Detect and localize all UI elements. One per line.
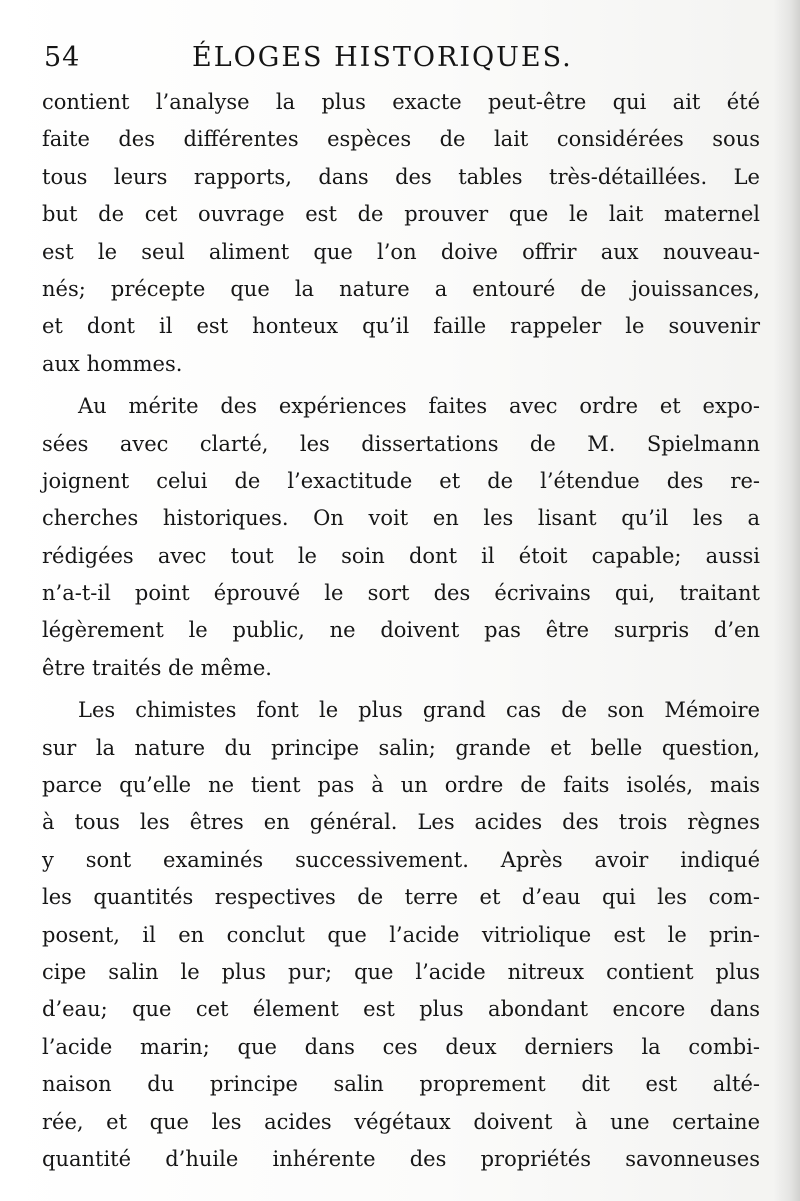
text-line: aux hommes. <box>42 351 183 376</box>
text-line: sées avec clarté, les dissertations de M. Spielmann <box>42 431 760 456</box>
text-line: n’a-t-il point éprouvé le sort des écrivains qui, traitant <box>42 581 760 606</box>
text-line: but de cet ouvrage est de prouver que le lait maternel <box>42 202 760 227</box>
page-header <box>42 42 762 82</box>
text-line: est le seul aliment que l’on doive offrir aux nouveau- <box>42 239 760 264</box>
body-text <box>42 84 760 1178</box>
text-line: contient l’analyse la plus exacte peut-être qui ait été <box>42 90 760 114</box>
text-line: y sont examinés successivement. Après avoir indiqué <box>42 847 760 872</box>
text-line: l’acide marin; que dans ces deux derniers la combi- <box>42 1034 760 1059</box>
text-line: cipe salin le plus pur; que l’acide nitreux contient plus <box>42 959 760 984</box>
spine-shadow <box>774 0 800 1201</box>
text-line: rédigées avec tout le soin dont il étoit capable; aussi <box>42 543 760 568</box>
text-line: Au mérite des expériences faites avec ordre et expo- <box>78 394 760 419</box>
text-line: nés; précepte que la nature a entouré de jouissances, <box>42 276 760 301</box>
text-line: cherches historiques. On voit en les lisant qu’il les a <box>42 506 760 531</box>
text-line: parce qu’elle ne tient pas à un ordre de faits isolés, mais <box>42 773 760 798</box>
text-line: Les chimistes font le plus grand cas de son Mémoire <box>78 698 760 723</box>
text-line: joignent celui de l’exactitude et de l’étendue des re- <box>42 468 760 493</box>
text-line: sur la nature du principe salin; grande et belle question, <box>42 735 760 760</box>
text-line: être traités de même. <box>42 655 272 680</box>
running-title: ÉLOGES HISTORIQUES. <box>192 42 573 73</box>
text-line: à tous les êtres en général. Les acides des trois règnes <box>42 810 760 835</box>
text-line: posent, il en conclut que l’acide vitriolique est le prin- <box>42 922 760 947</box>
text-line: tous leurs rapports, dans des tables très-détaillées. Le <box>42 164 760 189</box>
text-line: et dont il est honteux qu’il faille rappeler le souvenir <box>42 314 760 339</box>
text-line: naison du principe salin proprement dit est alté- <box>42 1072 760 1097</box>
text-line: légèrement le public, ne doivent pas être surpris d’en <box>42 618 760 643</box>
text-line: quantité d’huile inhérente des propriétés savonneuses <box>42 1146 760 1171</box>
page-number: 54 <box>44 42 81 73</box>
text-line: les quantités respectives de terre et d’eau qui les com- <box>42 885 760 910</box>
text-line: faite des différentes espèces de lait considérées sous <box>42 127 760 152</box>
text-line: rée, et que les acides végétaux doivent à une certaine <box>42 1109 760 1134</box>
text-line: d’eau; que cet élement est plus abondant encore dans <box>42 997 760 1022</box>
